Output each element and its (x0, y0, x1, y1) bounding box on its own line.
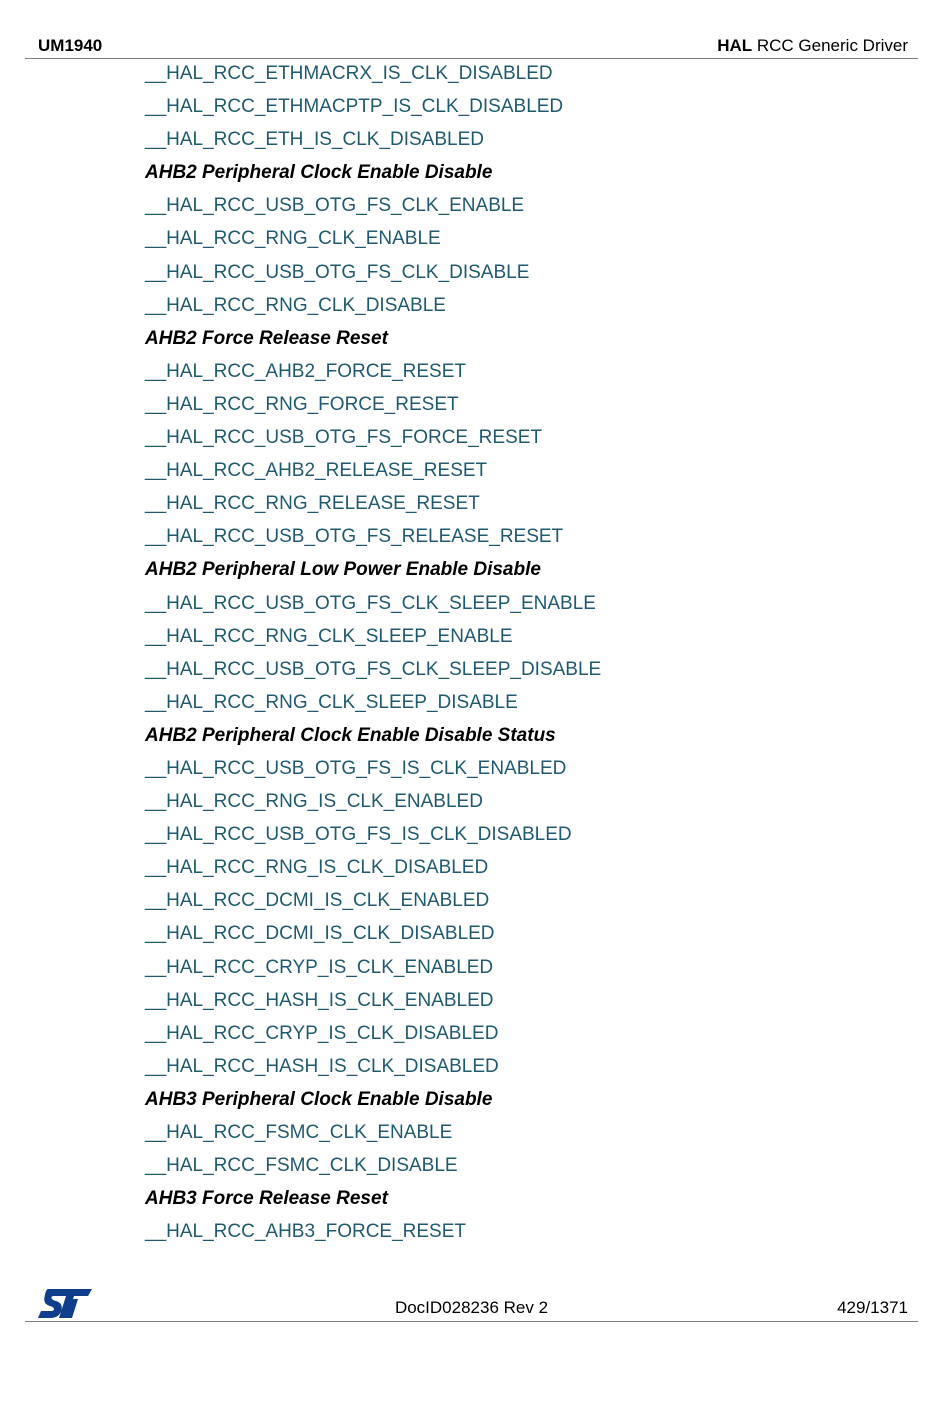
section-heading: AHB3 Force Release Reset (145, 1188, 388, 1210)
macro-item: __HAL_RCC_USB_OTG_FS_CLK_DISABLE (145, 261, 530, 283)
section-heading: AHB2 Force Release Reset (145, 327, 388, 349)
macro-item: __HAL_RCC_USB_OTG_FS_CLK_ENABLE (145, 195, 525, 217)
macro-item: __HAL_RCC_HASH_IS_CLK_ENABLED (145, 989, 494, 1011)
macro-item: __HAL_RCC_USB_OTG_FS_IS_CLK_ENABLED (145, 757, 567, 779)
section-heading: AHB2 Peripheral Clock Enable Disable (145, 162, 493, 184)
macro-item: __HAL_RCC_RNG_IS_CLK_ENABLED (145, 791, 483, 813)
doc-code: UM1940 (38, 36, 103, 55)
doc-id: DocID028236 Rev 2 (394, 1298, 549, 1317)
macro-item: __HAL_RCC_CRYP_IS_CLK_DISABLED (145, 1022, 499, 1044)
macro-item: __HAL_RCC_RNG_CLK_ENABLE (145, 228, 441, 250)
section-title-rest: RCC Generic Driver (752, 36, 908, 55)
macro-item: __HAL_RCC_RNG_FORCE_RESET (145, 393, 459, 415)
macro-item: __HAL_RCC_USB_OTG_FS_CLK_SLEEP_ENABLE (145, 592, 596, 614)
macro-item: __HAL_RCC_ETH_IS_CLK_DISABLED (145, 129, 484, 151)
macro-item: __HAL_RCC_RNG_CLK_SLEEP_ENABLE (145, 625, 513, 647)
macro-item: __HAL_RCC_USB_OTG_FS_FORCE_RESET (145, 427, 543, 449)
page-number: 429/1371 (837, 1298, 908, 1317)
macro-item: __HAL_RCC_AHB2_FORCE_RESET (145, 360, 467, 382)
macro-item: __HAL_RCC_RNG_RELEASE_RESET (145, 493, 480, 515)
macro-item: __HAL_RCC_AHB3_FORCE_RESET (145, 1221, 467, 1243)
macro-item: __HAL_RCC_ETHMACPTP_IS_CLK_DISABLED (145, 96, 564, 118)
section-title-bold: HAL (717, 36, 753, 55)
macro-item: __HAL_RCC_USB_OTG_FS_CLK_SLEEP_DISABLE (145, 658, 602, 680)
section-heading: AHB2 Peripheral Clock Enable Disable Status (145, 724, 556, 746)
macro-item: __HAL_RCC_RNG_CLK_SLEEP_DISABLE (145, 691, 518, 713)
macro-item: __HAL_RCC_ETHMACRX_IS_CLK_DISABLED (145, 63, 553, 84)
macro-item: __HAL_RCC_RNG_CLK_DISABLE (145, 294, 446, 316)
section-title (717, 36, 908, 56)
macro-item: __HAL_RCC_AHB2_RELEASE_RESET (145, 460, 488, 482)
macro-item: __HAL_RCC_RNG_IS_CLK_DISABLED (145, 857, 489, 879)
section-heading: AHB3 Peripheral Clock Enable Disable (145, 1088, 493, 1110)
macro-item: __HAL_RCC_DCMI_IS_CLK_DISABLED (145, 923, 495, 945)
page-header (25, 34, 918, 59)
macro-item: __HAL_RCC_DCMI_IS_CLK_ENABLED (145, 890, 490, 912)
macro-item: __HAL_RCC_USB_OTG_FS_IS_CLK_DISABLED (145, 824, 572, 846)
section-heading: AHB2 Peripheral Low Power Enable Disable (145, 559, 541, 581)
macro-item: __HAL_RCC_USB_OTG_FS_RELEASE_RESET (145, 526, 564, 548)
macro-list (145, 59, 885, 1250)
macro-item: __HAL_RCC_FSMC_CLK_ENABLE (145, 1122, 453, 1143)
page-footer (25, 1287, 918, 1322)
macro-item: __HAL_RCC_FSMC_CLK_DISABLE (145, 1155, 458, 1177)
macro-item: __HAL_RCC_CRYP_IS_CLK_ENABLED (145, 956, 494, 978)
macro-item: __HAL_RCC_HASH_IS_CLK_DISABLED (145, 1055, 499, 1077)
